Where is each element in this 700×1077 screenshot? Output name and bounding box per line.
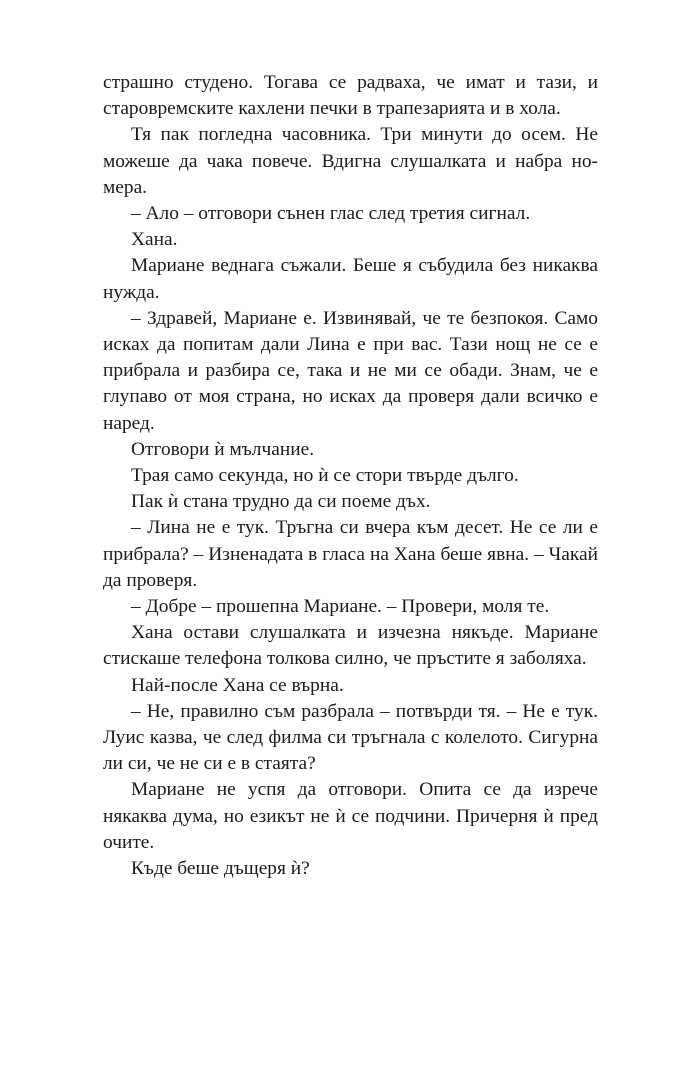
paragraph: Къде беше дъщеря ѝ?	[131, 858, 310, 880]
paragraph: Мариане веднага съжали. Беше я събудила без никаква нужда.	[103, 255, 598, 303]
paragraph: Хана остави слушалката и изчезна някъде. Мариане стискаше телефона толкова силно, че пръстите я заболяха.	[103, 622, 598, 670]
paragraph: Тя пак погледна часовника. Три минути до осем. Не можеше да чака повече. Вдигна слушалката и набра номера.	[103, 124, 598, 198]
paragraph: – Ало – отговори сънен глас след третия сигнал.	[131, 203, 531, 225]
book-page-text	[103, 70, 598, 882]
paragraph: Трая само секунда, но ѝ се стори твърде дълго.	[131, 465, 519, 487]
paragraph: Пак ѝ стана трудно да си поеме дъх.	[131, 491, 431, 513]
paragraph: – Лина не е тук. Тръгна си вчера към десет. Не се ли е прибрала? – Изненадата в гласа на Хана беше явна. – Чакай да проверя.	[103, 517, 598, 591]
paragraph: Хана.	[131, 229, 178, 251]
paragraph: – Не, правилно съм разбрала – потвърди тя. – Не е тук. Луис казва, че след филма си тръгнала с колелото. Сигурна ли си, че не си е в стаята?	[103, 700, 598, 775]
paragraph: Мариане не успя да отговори. Опита се да изрече някаква дума, но езикът не ѝ се подчини. Причерня ѝ пред очите.	[103, 779, 598, 853]
paragraph: Отговори ѝ мълчание.	[131, 438, 315, 460]
paragraph: – Здравей, Мариане е. Извинявай, че те безпокоя. Само исках да попитам дали Лина е при вас. Тази нощ не се е прибрала и разбира се, така и не ми се обади. Знам, че е глупаво от моя страна, но исках да проверя дали всичко е наред.	[103, 307, 598, 434]
paragraph: Най-после Хана се върна.	[131, 674, 344, 696]
paragraph: – Добре – прошепна Мариане. – Провери, моля те.	[131, 596, 550, 618]
paragraph: страшно студено. Тогава се радваха, че имат и тази, и старовремските кахлени печки в трапезарията и в хола.	[103, 72, 598, 120]
